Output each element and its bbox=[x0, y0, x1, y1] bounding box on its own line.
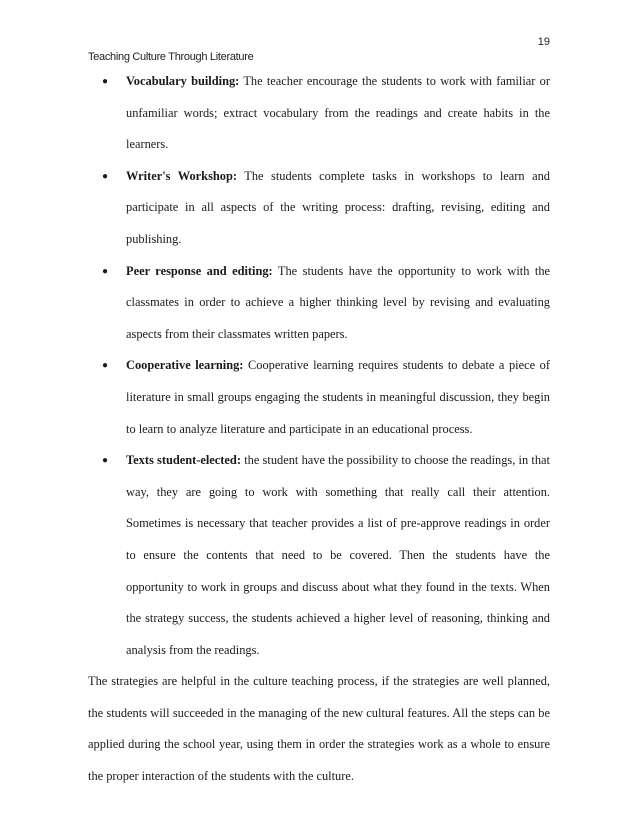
strategy-item-writers-workshop bbox=[88, 161, 550, 256]
strategy-item-peer-response bbox=[88, 256, 550, 351]
strategy-description: the student have the possibility to choose the readings, in that way, they are going to work with something that really call their attention. Sometimes is necessary that teacher provides a list of pre-approve readings in order to ensure the contents that need to be covered. Then the students have the opportunity to work in groups and discuss about what they found in the texts. When the strategy success, the students achieved a higher level of reasoning, thinking and analysis from the readings. bbox=[126, 453, 550, 657]
bullet-icon: ● bbox=[102, 76, 109, 87]
strategy-term: Vocabulary building: bbox=[126, 74, 240, 88]
strategy-description: The students have the opportunity to work with the classmates in order to achieve a higher thinking level by revising and evaluating aspects from their classmates written papers. bbox=[126, 263, 551, 341]
closing-paragraph: The strategies are helpful in the culture teaching process, if the strategies are well planned, the students will succeeded in the managing of the new cultural features. All the steps can be applied during the school year, using them in order the strategies work as a whole to ensure the proper interaction of the students with the culture. bbox=[88, 674, 550, 784]
page-body bbox=[88, 66, 550, 793]
strategy-term: Peer response and editing: bbox=[126, 263, 273, 278]
page-number: 19 bbox=[537, 36, 550, 48]
strategy-description: Cooperative learning requires students to debate a piece of literature in small groups engaging the students in meaningful discussion, they begin to learn to analyze literature and participate in an educational process. bbox=[126, 358, 550, 436]
bullet-icon: ● bbox=[102, 360, 109, 372]
strategy-item-vocabulary-building bbox=[88, 66, 550, 161]
strategy-term: Texts student-elected: bbox=[126, 453, 241, 468]
strategy-list bbox=[88, 66, 550, 666]
strategy-term: Cooperative learning: bbox=[126, 358, 244, 373]
bullet-icon: ● bbox=[102, 170, 109, 182]
running-head: Teaching Culture Through Literature bbox=[88, 51, 254, 63]
strategy-description: The teacher encourage the students to work with familiar or unfamiliar words; extract vocabulary from the readings and create habits in the learners. bbox=[126, 74, 551, 152]
strategy-description: The students complete tasks in workshops to learn and participate in all aspects of the writing process: drafting, revising, editing and publishing. bbox=[126, 168, 550, 246]
strategy-term: Writer's Workshop: bbox=[126, 168, 237, 183]
strategy-item-cooperative-learning bbox=[88, 350, 550, 445]
strategy-item-texts-student-elected bbox=[88, 445, 550, 666]
bullet-icon: ● bbox=[102, 265, 109, 277]
bullet-icon: ● bbox=[102, 455, 109, 467]
